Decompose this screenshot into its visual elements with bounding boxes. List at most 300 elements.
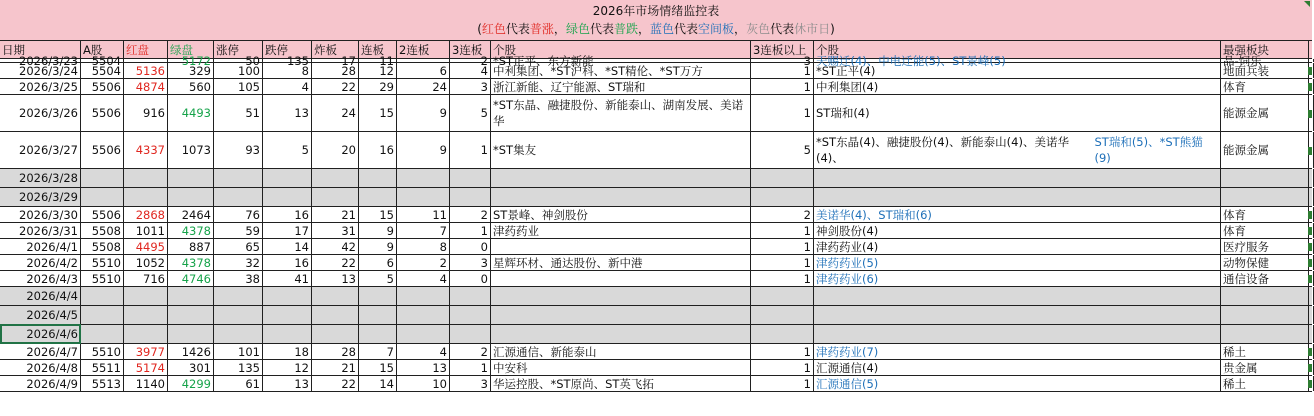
broken-board-cell[interactable]: [312, 132, 359, 168]
above-three-cell[interactable]: [751, 207, 814, 222]
overflow-cell[interactable]: [1309, 287, 1314, 305]
a-count-cell-text: 5506: [91, 143, 121, 157]
three-board-cell[interactable]: [450, 325, 491, 343]
top-stocks-cell[interactable]: [814, 287, 1221, 305]
a-count-cell[interactable]: [81, 132, 124, 168]
a-count-cell[interactable]: [81, 79, 124, 94]
limit-down-cell[interactable]: [263, 63, 312, 78]
a-count-cell[interactable]: [81, 188, 124, 206]
sector-cell[interactable]: [1221, 132, 1309, 168]
three-board-cell[interactable]: [450, 188, 491, 206]
column-header-label: 涨停: [216, 42, 239, 57]
limit-down-cell[interactable]: [263, 344, 312, 359]
red-count-cell[interactable]: [124, 169, 168, 187]
green-count-cell[interactable]: [168, 53, 214, 68]
sector-cell[interactable]: [1221, 188, 1309, 206]
broken-board-cell[interactable]: [312, 271, 359, 286]
a-count-cell[interactable]: [81, 306, 124, 324]
three-board-cell[interactable]: [450, 223, 491, 238]
top-stocks-cell[interactable]: [814, 255, 1221, 270]
two-board-cell[interactable]: [397, 59, 450, 62]
broken-board-cell-text: 28: [341, 63, 356, 78]
date-cell[interactable]: [0, 53, 81, 68]
top-stocks-cell[interactable]: [814, 360, 1221, 375]
two-board-cell[interactable]: [397, 63, 450, 78]
consecutive-cell[interactable]: [359, 287, 397, 305]
limit-down-cell-text: 41: [294, 271, 309, 286]
date-cell[interactable]: [0, 95, 81, 131]
red-count-cell-text: 1011: [135, 223, 165, 238]
three-board-cell-text: 4: [480, 63, 488, 78]
broken-board-cell[interactable]: [312, 53, 359, 68]
date-cell-text: 2026/3/31: [19, 223, 78, 238]
red-count-cell[interactable]: [124, 344, 168, 359]
date-cell[interactable]: [0, 271, 81, 286]
sector-cell[interactable]: [1221, 325, 1309, 343]
top-stocks-cell[interactable]: [814, 79, 1221, 94]
date-cell[interactable]: [0, 132, 81, 168]
three-board-cell[interactable]: [450, 271, 491, 286]
date-cell-text: 2026/4/2: [26, 255, 78, 270]
limit-up-cell[interactable]: [214, 239, 263, 254]
above-three-cell[interactable]: [751, 255, 814, 270]
sector-cell[interactable]: [1221, 169, 1309, 187]
green-count-cell-text: 4746: [181, 271, 211, 286]
consecutive-cell[interactable]: [359, 271, 397, 286]
stocks-cell[interactable]: [491, 79, 751, 94]
column-header[interactable]: [124, 41, 168, 58]
green-count-cell[interactable]: [168, 132, 214, 168]
above-three-cell[interactable]: [751, 132, 814, 168]
top-stocks-cell[interactable]: [814, 306, 1221, 324]
legend-sep2: ，: [637, 22, 650, 36]
top-stocks-cell[interactable]: [814, 207, 1221, 222]
stocks-cell[interactable]: [491, 188, 751, 206]
a-count-cell[interactable]: [81, 255, 124, 270]
date-cell[interactable]: [0, 169, 81, 187]
date-cell-text: 2026/3/23: [19, 53, 78, 68]
two-board-cell[interactable]: [397, 287, 450, 305]
stocks-cell[interactable]: [491, 306, 751, 324]
above-three-cell[interactable]: [751, 169, 814, 187]
a-count-cell[interactable]: [81, 360, 124, 375]
two-board-cell[interactable]: [397, 376, 450, 391]
green-count-cell[interactable]: [168, 306, 214, 324]
overflow-cell[interactable]: [1309, 169, 1314, 187]
sector-cell[interactable]: [1221, 63, 1309, 78]
date-cell[interactable]: [0, 79, 81, 94]
limit-down-cell[interactable]: [263, 306, 312, 324]
consecutive-cell[interactable]: [359, 95, 397, 131]
a-count-cell-text: 5504: [91, 63, 121, 78]
red-count-cell[interactable]: [124, 223, 168, 238]
above-three-cell-text: 1: [803, 271, 811, 286]
three-board-cell[interactable]: [450, 79, 491, 94]
limit-up-cell[interactable]: [214, 344, 263, 359]
date-cell[interactable]: [0, 207, 81, 222]
limit-up-cell[interactable]: [214, 169, 263, 187]
broken-board-cell-text: 42: [341, 239, 356, 254]
stocks-cell[interactable]: [491, 223, 751, 238]
green-count-cell[interactable]: [168, 79, 214, 94]
limit-down-cell[interactable]: [263, 376, 312, 391]
overflow-cell[interactable]: [1309, 325, 1314, 343]
limit-up-cell[interactable]: [214, 271, 263, 286]
two-board-cell[interactable]: [397, 95, 450, 131]
three-board-cell[interactable]: [450, 376, 491, 391]
above-three-cell[interactable]: [751, 79, 814, 94]
consecutive-cell[interactable]: [359, 132, 397, 168]
sector-cell[interactable]: [1221, 223, 1309, 238]
green-count-cell[interactable]: [168, 325, 214, 343]
a-count-cell[interactable]: [81, 207, 124, 222]
sector-cell[interactable]: [1221, 271, 1309, 286]
two-board-cell[interactable]: [397, 306, 450, 324]
two-board-cell[interactable]: [397, 132, 450, 168]
legend-open: (: [477, 22, 482, 36]
broken-board-cell[interactable]: [312, 223, 359, 238]
date-cell[interactable]: [0, 63, 81, 78]
limit-down-cell[interactable]: [263, 79, 312, 94]
consecutive-cell[interactable]: [359, 79, 397, 94]
top-stocks-cell[interactable]: [814, 95, 1221, 131]
date-cell[interactable]: [0, 360, 81, 375]
legend-gray-word: 灰色: [746, 22, 771, 36]
green-count-cell[interactable]: [168, 239, 214, 254]
a-count-cell[interactable]: [81, 287, 124, 305]
limit-up-cell-text: 93: [245, 143, 260, 157]
consecutive-cell[interactable]: [359, 223, 397, 238]
three-board-cell[interactable]: [450, 63, 491, 78]
sector-cell[interactable]: [1221, 376, 1309, 391]
two-board-cell[interactable]: [397, 325, 450, 343]
two-board-cell[interactable]: [397, 169, 450, 187]
limit-up-cell[interactable]: [214, 63, 263, 78]
consecutive-cell[interactable]: [359, 169, 397, 187]
sector-cell[interactable]: [1221, 344, 1309, 359]
column-header-label: 2连板: [399, 42, 430, 57]
limit-down-cell[interactable]: [263, 132, 312, 168]
broken-board-cell-text: 31: [341, 223, 356, 238]
limit-up-cell[interactable]: [214, 376, 263, 391]
sector-cell-text: 医疗服务: [1223, 239, 1269, 254]
overflow-marker-icon: [1308, 275, 1312, 283]
limit-up-cell[interactable]: [214, 287, 263, 305]
overflow-marker-icon: [1308, 67, 1312, 75]
date-cell[interactable]: [0, 306, 81, 324]
a-count-cell[interactable]: [81, 271, 124, 286]
a-count-cell[interactable]: [81, 239, 124, 254]
two-board-cell[interactable]: [397, 360, 450, 375]
consecutive-cell[interactable]: [359, 239, 397, 254]
sector-cell[interactable]: [1221, 255, 1309, 270]
date-cell[interactable]: [0, 344, 81, 359]
broken-board-cell[interactable]: [312, 207, 359, 222]
broken-board-cell[interactable]: [312, 188, 359, 206]
stocks-cell[interactable]: [491, 239, 751, 254]
above-three-cell[interactable]: [751, 325, 814, 343]
sector-cell[interactable]: [1221, 287, 1309, 305]
limit-up-cell[interactable]: [214, 132, 263, 168]
green-count-cell[interactable]: [168, 360, 214, 375]
two-board-cell[interactable]: [397, 223, 450, 238]
two-board-cell[interactable]: [397, 255, 450, 270]
a-count-cell[interactable]: [81, 53, 124, 68]
a-count-cell-text: 5506: [91, 207, 121, 222]
red-count-cell[interactable]: [124, 63, 168, 78]
limit-down-cell[interactable]: [263, 239, 312, 254]
consecutive-cell[interactable]: [359, 306, 397, 324]
limit-up-cell[interactable]: [214, 95, 263, 131]
top-stocks-cell[interactable]: [814, 63, 1221, 78]
above-three-cell[interactable]: [751, 53, 814, 68]
date-cell[interactable]: [0, 255, 81, 270]
limit-up-cell[interactable]: [214, 255, 263, 270]
stocks-cell[interactable]: [491, 255, 751, 270]
limit-up-cell[interactable]: [214, 325, 263, 343]
three-board-cell[interactable]: [450, 207, 491, 222]
green-count-cell[interactable]: [168, 255, 214, 270]
a-count-cell[interactable]: [81, 223, 124, 238]
three-board-cell[interactable]: [450, 53, 491, 68]
above-three-cell[interactable]: [751, 188, 814, 206]
limit-down-cell[interactable]: [263, 360, 312, 375]
limit-down-cell[interactable]: [263, 95, 312, 131]
limit-up-cell[interactable]: [214, 360, 263, 375]
limit-down-cell[interactable]: [263, 53, 312, 68]
above-three-cell[interactable]: [751, 95, 814, 131]
above-three-cell[interactable]: [751, 376, 814, 391]
limit-up-cell[interactable]: [214, 207, 263, 222]
green-count-cell[interactable]: [168, 95, 214, 131]
top-stocks-cell[interactable]: [814, 325, 1221, 343]
sector-cell[interactable]: [1221, 360, 1309, 375]
a-count-cell[interactable]: [81, 169, 124, 187]
above-three-cell[interactable]: [751, 360, 814, 375]
broken-board-cell[interactable]: [312, 360, 359, 375]
overflow-cell[interactable]: [1309, 59, 1314, 62]
limit-up-cell-text: 61: [245, 376, 260, 391]
limit-up-cell[interactable]: [214, 306, 263, 324]
consecutive-cell[interactable]: [359, 207, 397, 222]
limit-down-cell[interactable]: [263, 325, 312, 343]
stocks-cell[interactable]: [491, 132, 751, 168]
stocks-cell[interactable]: [491, 376, 751, 391]
table-row: [0, 325, 1312, 344]
sector-cell[interactable]: [1221, 79, 1309, 94]
a-count-cell[interactable]: [81, 95, 124, 131]
two-board-cell[interactable]: [397, 344, 450, 359]
limit-up-cell[interactable]: [214, 79, 263, 94]
consecutive-cell[interactable]: [359, 188, 397, 206]
above-three-cell[interactable]: [751, 287, 814, 305]
limit-down-cell[interactable]: [263, 271, 312, 286]
two-board-cell[interactable]: [397, 239, 450, 254]
limit-up-cell[interactable]: [214, 53, 263, 68]
two-board-cell[interactable]: [397, 79, 450, 94]
broken-board-cell[interactable]: [312, 79, 359, 94]
table-row: [0, 287, 1312, 306]
red-count-cell[interactable]: [124, 325, 168, 343]
red-count-cell[interactable]: [124, 306, 168, 324]
stocks-cell-text: ST景峰、神剑股份: [493, 207, 588, 222]
sector-cell[interactable]: [1221, 95, 1309, 131]
top-stocks-cell[interactable]: [814, 188, 1221, 206]
broken-board-cell[interactable]: [312, 95, 359, 131]
green-count-cell[interactable]: [168, 344, 214, 359]
above-three-cell[interactable]: [751, 63, 814, 78]
stocks-cell[interactable]: [491, 344, 751, 359]
date-cell[interactable]: [0, 287, 81, 305]
a-count-cell[interactable]: [81, 376, 124, 391]
consecutive-cell[interactable]: [359, 376, 397, 391]
broken-board-cell-text: 21: [341, 360, 356, 375]
date-cell[interactable]: [0, 223, 81, 238]
top-stocks-cell[interactable]: [814, 271, 1221, 286]
top-stocks-cell[interactable]: [814, 223, 1221, 238]
limit-down-cell-text: 18: [294, 344, 309, 359]
limit-down-cell[interactable]: [263, 207, 312, 222]
red-count-cell[interactable]: [124, 79, 168, 94]
above-three-cell[interactable]: [751, 223, 814, 238]
consecutive-cell[interactable]: [359, 344, 397, 359]
top-stocks-cell[interactable]: [814, 169, 1221, 187]
three-board-cell[interactable]: [450, 287, 491, 305]
above-three-cell[interactable]: [751, 239, 814, 254]
above-three-cell-text: 1: [803, 223, 811, 238]
date-cell[interactable]: [0, 188, 81, 206]
top-stocks-cell-text: 天赐迁(4)、中电迁能(5)、ST景峰(5): [816, 53, 1006, 68]
green-count-cell[interactable]: [168, 169, 214, 187]
limit-up-cell[interactable]: [214, 188, 263, 206]
three-board-cell[interactable]: [450, 239, 491, 254]
broken-board-cell[interactable]: [312, 325, 359, 343]
two-board-cell[interactable]: [397, 188, 450, 206]
consecutive-cell[interactable]: [359, 360, 397, 375]
date-cell-text: 2026/4/4: [26, 289, 78, 303]
two-board-cell-text: 4: [439, 271, 447, 286]
stocks-cell[interactable]: [491, 325, 751, 343]
red-count-cell[interactable]: [124, 239, 168, 254]
consecutive-cell[interactable]: [359, 255, 397, 270]
broken-board-cell[interactable]: [312, 239, 359, 254]
date-cell[interactable]: [0, 376, 81, 391]
consecutive-cell[interactable]: [359, 325, 397, 343]
limit-down-cell-text: 4: [301, 79, 309, 94]
three-board-cell[interactable]: [450, 360, 491, 375]
stocks-cell[interactable]: [491, 95, 751, 131]
column-header[interactable]: [397, 41, 450, 58]
green-count-cell[interactable]: [168, 223, 214, 238]
overflow-marker-icon: [1308, 147, 1312, 155]
red-count-cell[interactable]: [124, 59, 168, 62]
top-stocks-cell[interactable]: [814, 239, 1221, 254]
limit-down-cell[interactable]: [263, 169, 312, 187]
limit-down-cell[interactable]: [263, 188, 312, 206]
sector-cell-text: 体育: [1223, 207, 1246, 222]
consecutive-cell[interactable]: [359, 63, 397, 78]
red-count-cell[interactable]: [124, 188, 168, 206]
broken-board-cell[interactable]: [312, 306, 359, 324]
green-count-cell[interactable]: [168, 63, 214, 78]
sector-cell[interactable]: [1221, 306, 1309, 324]
top-stocks-cell[interactable]: [814, 132, 1221, 168]
sector-cell[interactable]: [1221, 207, 1309, 222]
three-board-cell[interactable]: [450, 132, 491, 168]
a-count-cell[interactable]: [81, 325, 124, 343]
three-board-cell[interactable]: [450, 344, 491, 359]
stocks-cell[interactable]: [491, 63, 751, 78]
limit-down-cell[interactable]: [263, 287, 312, 305]
above-three-cell[interactable]: [751, 306, 814, 324]
stocks-cell[interactable]: [491, 271, 751, 286]
red-count-cell[interactable]: [124, 376, 168, 391]
two-board-cell[interactable]: [397, 271, 450, 286]
date-cell[interactable]: [0, 325, 81, 343]
green-count-cell[interactable]: [168, 188, 214, 206]
date-cell[interactable]: [0, 239, 81, 254]
overflow-cell[interactable]: [1309, 188, 1314, 206]
broken-board-cell[interactable]: [312, 287, 359, 305]
above-three-cell[interactable]: [751, 271, 814, 286]
red-count-cell[interactable]: [124, 95, 168, 131]
red-count-cell-text: 2868: [135, 207, 165, 222]
stocks-cell-text: 中利集团、*ST沪科、*ST精伦、*ST万方: [493, 63, 703, 78]
broken-board-cell[interactable]: [312, 169, 359, 187]
stocks-cell[interactable]: [491, 169, 751, 187]
a-count-cell[interactable]: [81, 344, 124, 359]
green-count-cell[interactable]: [168, 376, 214, 391]
broken-board-cell[interactable]: [312, 255, 359, 270]
stocks-cell[interactable]: [491, 207, 751, 222]
overflow-marker-icon: [1308, 110, 1312, 118]
red-count-cell[interactable]: [124, 255, 168, 270]
three-board-cell[interactable]: [450, 306, 491, 324]
broken-board-cell[interactable]: [312, 344, 359, 359]
three-board-cell[interactable]: [450, 255, 491, 270]
limit-up-cell[interactable]: [214, 223, 263, 238]
red-count-cell[interactable]: [124, 271, 168, 286]
green-count-cell[interactable]: [168, 207, 214, 222]
limit-down-cell[interactable]: [263, 255, 312, 270]
red-count-cell[interactable]: [124, 207, 168, 222]
top-stocks-cell[interactable]: [814, 344, 1221, 359]
red-count-cell[interactable]: [124, 360, 168, 375]
green-count-cell[interactable]: [168, 287, 214, 305]
limit-down-cell[interactable]: [263, 223, 312, 238]
broken-board-cell[interactable]: [312, 376, 359, 391]
green-count-cell[interactable]: [168, 271, 214, 286]
stocks-cell[interactable]: [491, 360, 751, 375]
consecutive-cell[interactable]: [359, 53, 397, 68]
overflow-marker-icon: [1308, 348, 1312, 356]
broken-board-cell[interactable]: [312, 63, 359, 78]
red-count-cell[interactable]: [124, 132, 168, 168]
red-count-cell[interactable]: [124, 287, 168, 305]
table-row: [0, 360, 1312, 376]
limit-down-cell-text: 135: [287, 53, 309, 68]
two-board-cell[interactable]: [397, 207, 450, 222]
three-board-cell[interactable]: [450, 169, 491, 187]
overflow-cell[interactable]: [1309, 306, 1314, 324]
three-board-cell[interactable]: [450, 95, 491, 131]
sector-cell[interactable]: [1221, 239, 1309, 254]
above-three-cell-text: 1: [803, 376, 811, 391]
a-count-cell[interactable]: [81, 63, 124, 78]
stocks-cell[interactable]: [491, 287, 751, 305]
above-three-cell[interactable]: [751, 344, 814, 359]
top-stocks-cell[interactable]: [814, 376, 1221, 391]
